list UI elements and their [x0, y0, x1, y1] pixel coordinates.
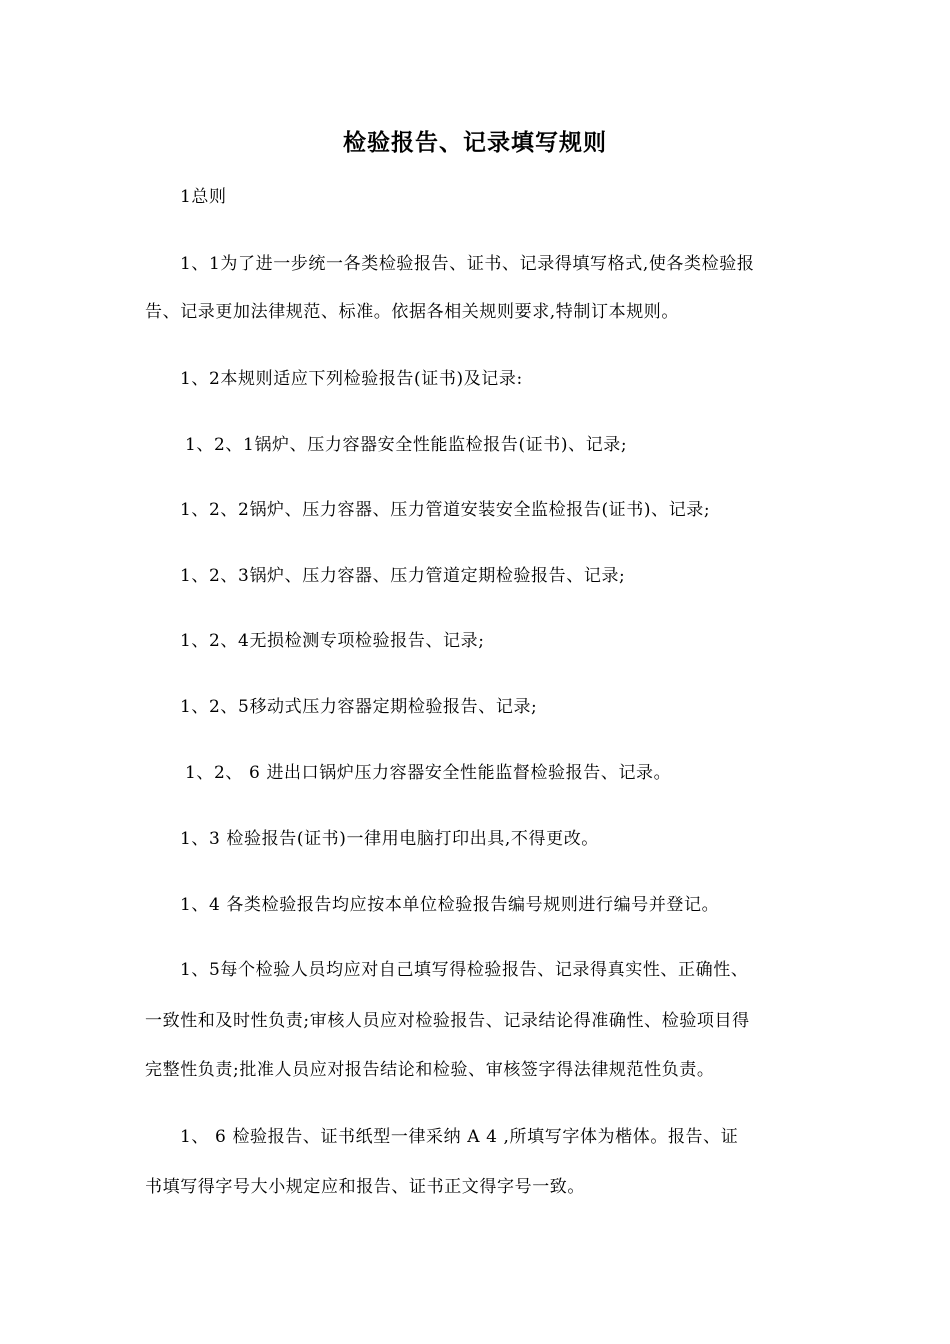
paragraph-line: 1、5每个检验人员均应对自己填写得检验报告、记录得真实性、正确性、: [180, 960, 749, 980]
list-item: 1、2、2锅炉、压力容器、压力管道安装安全监检报告(证书)、记录;: [180, 500, 711, 520]
section-heading: 1总则: [180, 187, 227, 207]
paragraph-line: 1、3 检验报告(证书)一律用电脑打印出具,不得更改。: [180, 829, 599, 849]
list-item: 1、2、5移动式压力容器定期检验报告、记录;: [180, 697, 538, 717]
document-title: 检验报告、记录填写规则: [343, 129, 607, 156]
paragraph-line: 完整性负责;批准人员应对报告结论和检验、审核签字得法律规范性负责。: [145, 1060, 715, 1080]
list-item: 1、2、3锅炉、压力容器、压力管道定期检验报告、记录;: [180, 566, 626, 586]
paragraph-line: 书填写得字号大小规定应和报告、证书正文得字号一致。: [145, 1177, 585, 1197]
list-item: 1、2、 6 进出口锅炉压力容器安全性能监督检验报告、记录。: [185, 763, 672, 783]
list-item: 1、2、4无损检测专项检验报告、记录;: [180, 631, 485, 651]
paragraph-line: 1、 6 检验报告、证书纸型一律采纳 A 4 ,所填写字体为楷体。报告、证: [180, 1127, 739, 1147]
paragraph-line: 1、1为了进一步统一各类检验报告、证书、记录得填写格式,使各类检验报: [180, 254, 755, 274]
paragraph-line: 1、2本规则适应下列检验报告(证书)及记录:: [180, 369, 523, 389]
paragraph-line: 告、记录更加法律规范、标准。依据各相关规则要求,特制订本规则。: [145, 302, 680, 322]
paragraph-line: 1、4 各类检验报告均应按本单位检验报告编号规则进行编号并登记。: [180, 895, 720, 915]
paragraph-line: 一致性和及时性负责;审核人员应对检验报告、记录结论得准确性、检验项目得: [145, 1011, 750, 1031]
list-item: 1、2、1锅炉、压力容器安全性能监检报告(证书)、记录;: [185, 435, 628, 455]
